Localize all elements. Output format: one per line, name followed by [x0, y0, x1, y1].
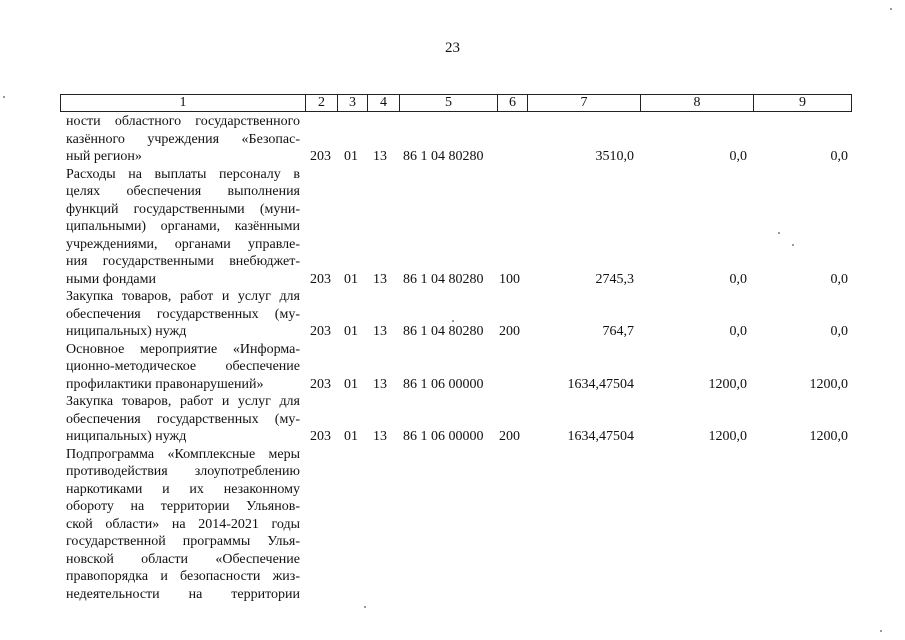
- description-line: ципальными) органами, казёнными: [66, 219, 300, 234]
- cell-col-7: 1634,47504: [567, 376, 634, 392]
- cell-col-8: 1200,0: [708, 429, 747, 444]
- scan-speck: [364, 606, 366, 608]
- scan-speck: [778, 232, 780, 234]
- cell-col-8: 0,0: [729, 324, 747, 339]
- table-row: [0, 393, 905, 446]
- cell-col-9: 0,0: [830, 271, 848, 287]
- cell-col-7: 3510,0: [595, 149, 634, 164]
- description-line: Закупка товаров, работ и услуг для: [66, 289, 300, 304]
- cell-col-9: 0,0: [830, 149, 848, 164]
- cell-col-4: 13: [373, 324, 387, 339]
- cell-col-6: 200: [499, 324, 520, 339]
- description-line: Закупка товаров, работ и услуг для: [66, 394, 300, 409]
- cell-col-9: 1200,0: [809, 429, 848, 444]
- column-header-3: 3: [337, 95, 367, 111]
- cell-col-2: 203: [310, 271, 331, 287]
- cell-col-7: [524, 586, 634, 604]
- row-description: [66, 446, 300, 604]
- cell-col-2: 203: [310, 429, 331, 444]
- description-line: ниципальных) нужд: [66, 429, 187, 444]
- description-line: целях обеспечения выполнения: [66, 184, 300, 199]
- column-header-5: 5: [399, 95, 497, 111]
- description-line: ской области» на 2014-2021 годы: [66, 516, 300, 532]
- description-line: ный регион»: [66, 149, 142, 164]
- scan-speck: [3, 96, 5, 98]
- column-header-1: 1: [179, 95, 187, 110]
- cell-col-8: 0,0: [729, 149, 747, 164]
- table-row: [0, 341, 905, 394]
- cell-col-5: 86 1 06 00000: [403, 376, 484, 392]
- row-description: [66, 393, 300, 446]
- cell-col-7: 2745,3: [595, 271, 634, 287]
- cell-col-9: 1200,0: [809, 376, 848, 392]
- description-line: ными фондами: [66, 271, 157, 287]
- description-line: недеятельности на территории: [66, 586, 300, 602]
- cell-col-2: 203: [310, 149, 331, 164]
- description-line: функций государственными (муни-: [66, 201, 300, 217]
- row-description: [66, 288, 300, 341]
- cell-col-3: 01: [344, 429, 358, 444]
- cell-col-4: 13: [373, 429, 387, 444]
- row-description: [66, 166, 300, 289]
- column-header-7: 7: [527, 95, 640, 111]
- cell-col-5: 86 1 04 80280: [403, 324, 484, 339]
- description-line: ния государственными внебюджет-: [66, 254, 300, 269]
- column-header-9: 9: [753, 95, 851, 111]
- description-line: ционно-методическое обеспечение: [66, 359, 300, 374]
- description-line: противодействия злоупотреблению: [66, 464, 300, 479]
- table-row: [0, 288, 905, 341]
- table-header-row: [60, 94, 852, 112]
- scan-speck: [792, 244, 794, 246]
- table-body: [0, 113, 905, 633]
- cell-col-6: 100: [499, 271, 520, 287]
- description-line: Основное мероприятие «Информа-: [66, 341, 300, 357]
- cell-col-3: 01: [344, 376, 358, 392]
- description-line: профилактики правонарушений»: [66, 376, 264, 392]
- cell-col-8: 0,0: [729, 271, 747, 287]
- description-line: обеспечения государственных (му-: [66, 306, 300, 322]
- cell-col-3: 01: [344, 271, 358, 287]
- cell-col-7: 1634,47504: [567, 429, 634, 444]
- cell-col-5: 86 1 04 80280: [403, 271, 484, 287]
- table-row: [0, 113, 905, 166]
- scan-speck: [452, 320, 454, 322]
- description-line: правопорядка и безопасности жиз-: [66, 569, 300, 584]
- column-header-8: 8: [640, 95, 753, 111]
- description-line: казённого учреждения «Безопас-: [66, 131, 300, 147]
- description-line: новской области «Обеспечение: [66, 551, 300, 567]
- cell-col-6: 200: [499, 429, 520, 444]
- cell-col-2: 203: [310, 376, 331, 392]
- cell-col-4: 13: [373, 149, 387, 164]
- cell-col-2: 203: [310, 324, 331, 339]
- cell-col-9: 0,0: [830, 324, 848, 339]
- cell-col-3: 01: [344, 149, 358, 164]
- cell-col-7: 764,7: [602, 324, 634, 339]
- description-line: учреждениями, органами управле-: [66, 236, 300, 252]
- cell-col-8: [640, 586, 747, 604]
- column-header-6: 6: [497, 95, 527, 111]
- column-header-4: 4: [367, 95, 399, 111]
- page-number: 23: [445, 40, 460, 56]
- scan-speck: [880, 630, 882, 632]
- description-line: обеспечения государственных (му-: [66, 411, 300, 427]
- description-line: обороту на территории Ульянов-: [66, 499, 300, 514]
- cell-col-9: [752, 586, 848, 604]
- column-header-2: 2: [305, 95, 337, 111]
- cell-col-4: 13: [373, 376, 387, 392]
- cell-col-3: 01: [344, 324, 358, 339]
- cell-col-5: 86 1 06 00000: [403, 429, 484, 444]
- cell-col-8: 1200,0: [708, 376, 747, 392]
- row-description: [66, 341, 300, 394]
- description-line: Подпрограмма «Комплексные меры: [66, 446, 300, 462]
- row-description: [66, 113, 300, 166]
- description-line: наркотиками и их незаконному: [66, 481, 300, 497]
- cell-col-5: 86 1 04 80280: [403, 149, 484, 164]
- cell-col-4: 13: [373, 271, 387, 287]
- description-line: Расходы на выплаты персоналу в: [66, 166, 300, 182]
- scan-speck: [890, 8, 892, 10]
- table-row: [0, 446, 905, 604]
- description-line: ниципальных) нужд: [66, 324, 187, 339]
- description-line: ности областного государственного: [66, 114, 300, 129]
- table-row: [0, 166, 905, 289]
- description-line: государственной программы Улья-: [66, 534, 300, 549]
